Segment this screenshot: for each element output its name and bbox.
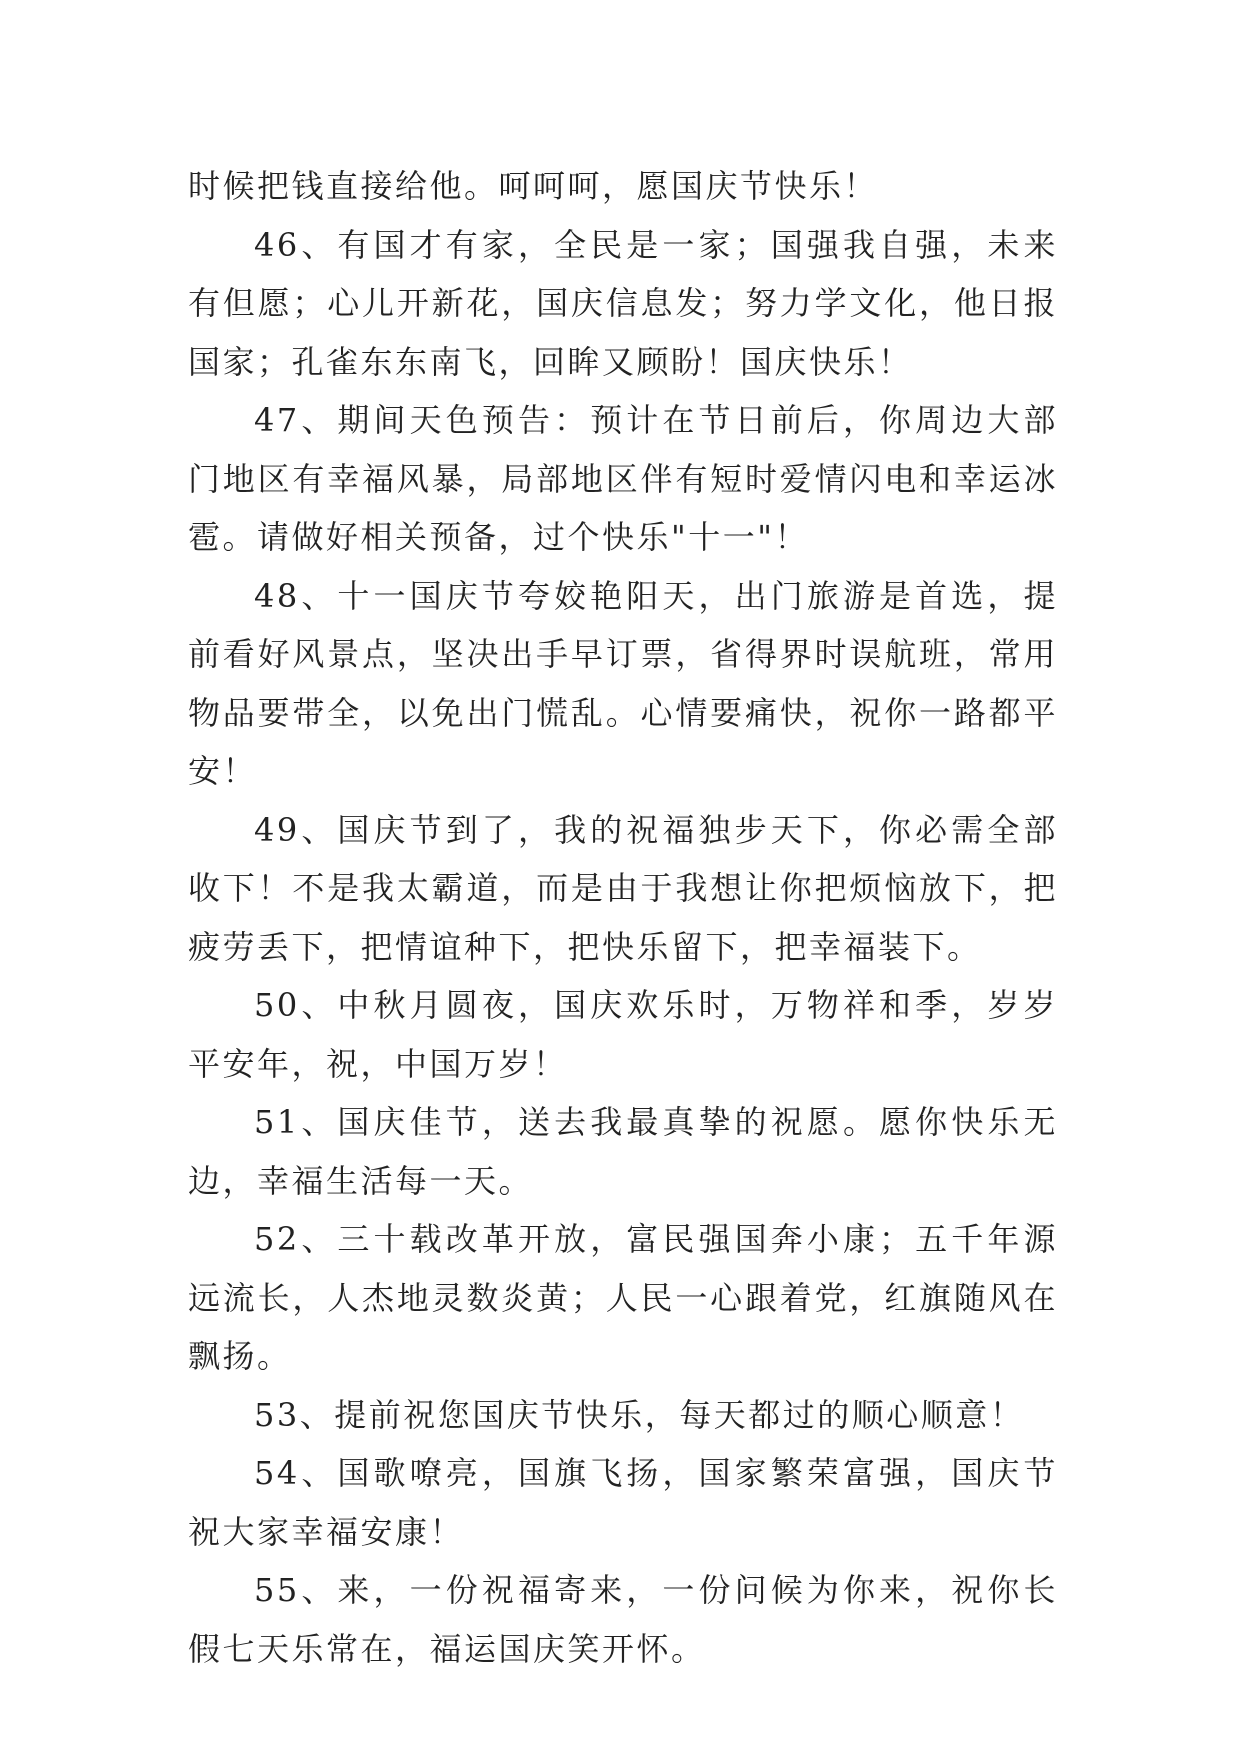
paragraph-53: 53、提前祝您国庆节快乐，每天都过的顺心顺意！	[254, 1395, 1025, 1434]
paragraph-46: 46、有国才有家，全民是一家；国强我自强，未来有但愿；心儿开新花，国庆信息发；努力学文化，他日报国家；孔雀东东南飞，回眸又顾盼！国庆快乐！	[188, 225, 1058, 381]
paragraph-50: 50、中秋月圆夜，国庆欢乐时，万物祥和季，岁岁平安年，祝，中国万岁！	[188, 986, 1058, 1083]
paragraph-52: 52、三十载改革开放，富民强国奔小康；五千年源远流长，人杰地灵数炎黄；人民一心跟着党，红旗随风在飘扬。	[188, 1220, 1058, 1375]
paragraph-54: 54、国歌嘹亮，国旗飞扬，国家繁荣富强，国庆节祝大家幸福安康！	[188, 1454, 1058, 1551]
paragraph-51: 51、国庆佳节，送去我最真挚的祝愿。愿你快乐无边，幸福生活每一天。	[188, 1103, 1058, 1200]
paragraph-48: 48、十一国庆节夸姣艳阳天，出门旅游是首选，提前看好风景点，坚决出手早订票，省得界时误航班，常用物品要带全，以免出门慌乱。心情要痛快，祝你一路都平安！	[188, 576, 1058, 790]
paragraph-49: 49、国庆节到了，我的祝福独步天下，你必需全部收下！不是我太霸道，而是由于我想让你把烦恼放下，把疲劳丢下，把情谊种下，把快乐留下，把幸福装下。	[188, 810, 1058, 966]
paragraph-47: 47、期间天色预告：预计在节日前后，你周边大部门地区有幸福风暴，局部地区伴有短时爱情闪电和幸运冰雹。请做好相关预备，过个快乐"十一"！	[188, 401, 1058, 556]
paragraph-continuation: 时候把钱直接给他。呵呵呵，愿国庆节快乐！	[188, 167, 879, 205]
document-body	[188, 157, 1058, 1678]
paragraph-55: 55、来，一份祝福寄来，一份问候为你来，祝你长假七天乐常在，福运国庆笑开怀。	[188, 1571, 1058, 1668]
